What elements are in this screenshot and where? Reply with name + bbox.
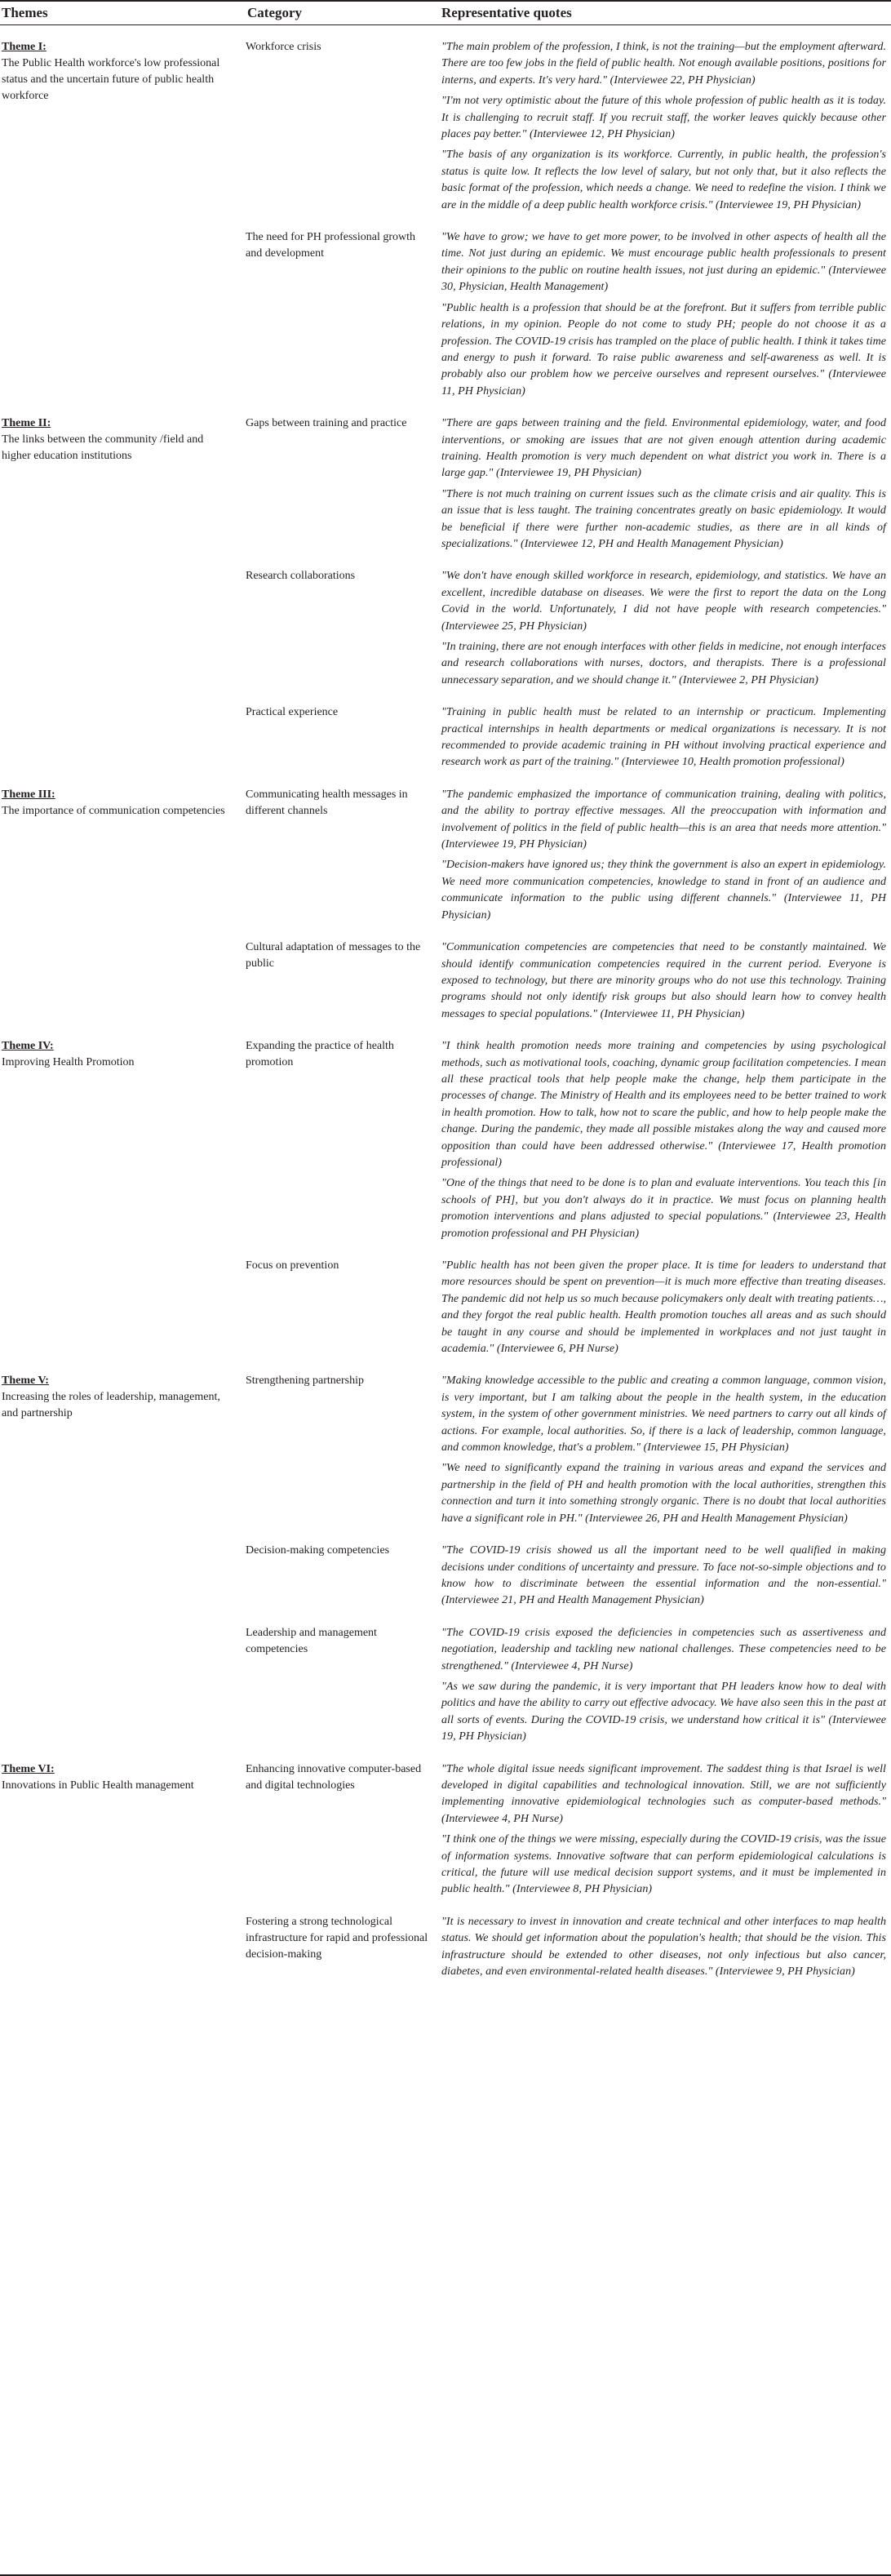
theme-label: Theme V:	[2, 1375, 49, 1388]
theme-label: Theme II:	[2, 417, 51, 430]
theme-cell	[0, 787, 242, 819]
theme-title: The Public Health workforce's low professional status and the uncertain future of public health workforce	[2, 57, 220, 102]
header-category: Category	[247, 5, 303, 20]
category-cell: Focus on prevention	[246, 1259, 339, 1272]
quote-text: "I'm not very optimistic about the future of this whole profession of public health as it is today. It is challenging to recruit staff. If you recruit staff, the worker leaves quickly because other places pay better." (Interviewee 12, PH Physician)	[441, 95, 886, 141]
category-cell: Workforce crisis	[246, 41, 321, 53]
quote-text: "There is not much training on current issues such as the climate crisis and air quality. This is an issue that is less taught. The training concentrates greatly on basic epidemiology. It would be beneficial if there were further non-academic studies, as there are in all kinds of specializations." (Interviewee 12, PH and Health Management Physician)	[441, 487, 886, 550]
quotes-cell	[437, 229, 891, 404]
category-cell: The need for PH professional growth and development	[246, 231, 416, 260]
quote-text: "The whole digital issue needs significant improvement. The saddest thing is that Israel is well developed in digital capabilities and technological innovation. Still, we are not sufficiently implementing innovative epidemiological technologies such as computer-based methods." (Interviewee 4, PH Nurse)	[441, 1762, 886, 1825]
quote-text: "Training in public health must be related to an internship or practicum. Implementing practical internships in health departments or medical organizations is necessary. It is not recommended to provide academic training in PH without involving practical experience and research work as part of the training." (Interviewee 10, Health promotion professional)	[441, 706, 886, 769]
table-row	[0, 1038, 891, 1246]
table-row	[0, 939, 891, 1027]
theme-title: The importance of communication competencies	[2, 804, 225, 817]
quote-text: "The pandemic emphasized the importance of communication training, dealing with politics, and the ability to portray effective messages. All the preoccupation with information and involvement of politics in the field of public health—this is an area that needs more attention." (Interviewee 19, PH Physician)	[441, 788, 886, 851]
category-cell: Enhancing innovative computer-based and digital technologies	[246, 1762, 422, 1792]
category-cell: Gaps between training and practice	[246, 417, 407, 430]
category-cell: Communicating health messages in different channels	[246, 788, 408, 817]
table-row	[0, 39, 891, 218]
quote-text: "Decision-makers have ignored us; they think the government is also an expert in epidemiology. We need more communication competencies, knowledge to stand in front of an audience and communicate information to the public using different channels." (Interviewee 11, PH Physician)	[441, 859, 886, 922]
quote-text: "I think health promotion needs more training and competencies by using psychological methods, such as motivational tools, coaching, dynamic group facilitation competencies. I mean all these practical tools that help people make the change, help them participate in the processes of change. The Ministry of Health and its employees need to be better trained to work in health promotion. How to talk, how not to scare the public, and how to help people make the change. During the pandemic, they made all possible mistakes along the way and caused more opposition than could have been addressed otherwise." (Interviewee 17, Health promotion professional)	[441, 1040, 886, 1169]
theme-title: Innovations in Public Health management	[2, 1779, 194, 1792]
quote-text: "As we saw during the pandemic, it is very important that PH leaders know how to deal with politics and have the ability to carry out effective advocacy. We have also seen this in the past at all sorts of events. During the COVID-19 crisis, we understand how critical it is" (Interviewee 19, PH Physician)	[441, 1680, 886, 1743]
quote-text: "One of the things that need to be done is to plan and evaluate interventions. You teach this [in schools of PH], but you don't always do it in practice. We must focus on planning health promotion interventions and plans adjusted to special populations." (Interviewee 23, Health promotion professional and PH Physician)	[441, 1177, 886, 1240]
header-themes: Themes	[2, 5, 48, 20]
theme-cell	[0, 1038, 242, 1071]
table-row	[0, 1373, 891, 1531]
table-top-rule	[0, 0, 891, 2]
category-cell: Research collaborations	[246, 570, 356, 583]
theme-cell	[0, 39, 242, 104]
category-cell: Strengthening partnership	[246, 1375, 365, 1388]
table-row	[0, 787, 891, 928]
category-cell: Practical experience	[246, 706, 339, 719]
category-cell: Fostering a strong technological infrastructure for rapid and professional decision-making	[246, 1915, 428, 1961]
quote-text: "The main problem of the profession, I think, is not the training—but the employment afterward. There are too few jobs in the field of public health. Not enough available positions, positions for interns, and experts. It's very hard." (Interviewee 22, PH Physician)	[441, 41, 886, 87]
quote-text: "We don't have enough skilled workforce in research, epidemiology, and statistics. We have an excellent, incredible database on diseases. We were the first to report the data on the Long Covid in the world. Unfortunately, I did not have people with research competencies." (Interviewee 25, PH Physician)	[441, 570, 886, 633]
quotes-cell	[437, 1258, 891, 1361]
quote-text: "There are gaps between training and the field. Environmental epidemiology, water, and food interventions, or smoking are issues that are not given enough attention during academic training. Health promotion is very much dependent on what district you work in. There is a large gap." (Interviewee 19, PH Physician)	[441, 417, 886, 480]
theme-title: Improving Health Promotion	[2, 1056, 135, 1069]
category-cell: Decision-making competencies	[246, 1544, 390, 1557]
category-cell: Expanding the practice of health promotion	[246, 1040, 394, 1069]
table-header-rule	[0, 24, 891, 25]
table-row	[0, 1258, 891, 1361]
quote-text: "Communication competencies are competencies that need to be constantly maintained. We should identify communication competencies required in the current period. Everyone is exposed to technology, but there are minority groups who do not use this technology. Training programs should not only identify risk groups but also should learn how to convey health messages to special populations." (Interviewee 11, PH Physician)	[441, 941, 886, 1020]
table-row	[0, 568, 891, 693]
quotes-cell	[437, 1038, 891, 1246]
quotes-cell	[437, 1373, 891, 1531]
category-cell: Leadership and management competencies	[246, 1626, 377, 1655]
table-body	[0, 39, 891, 1996]
quotes-cell	[437, 1914, 891, 1985]
quote-text: "Public health is a profession that should be at the forefront. But it suffers from terrible public relations, in my opinion. People do not come to study PH; people do not choose it as a profession. The COVID-19 crisis has trampled on the place of public health. I think it takes time and energy to push it forward. To raise public awareness and self-awareness as well. It is probably also our problem how we perceive ourselves and represent ourselves." (Interviewee 11, PH Physician)	[441, 301, 886, 398]
quotes-cell	[437, 704, 891, 775]
quotes-cell	[437, 1625, 891, 1750]
table-row	[0, 1914, 891, 1985]
quotes-cell	[437, 939, 891, 1027]
header-quotes: Representative quotes	[441, 5, 572, 20]
theme-label: Theme IV:	[2, 1040, 54, 1053]
theme-cell	[0, 1373, 242, 1422]
quote-text: "I think one of the things we were missing, especially during the COVID-19 crisis, was the issue of information systems. Innovative software that can perform epidemiological calculations is critical, the future will use medical decision support systems, and it must be implemented in public health." (Interviewee 8, PH Physician)	[441, 1833, 886, 1896]
quote-text: "It is necessary to invest in innovation and create technical and other interfaces to map health status. We should get information about the population's health; that should be the vision. This infrastructure should be extended to other diseases, not only infectious but also cancer, diabetes, and even environmental-related health diseases." (Interviewee 9, PH Physician)	[441, 1915, 886, 1979]
theme-label: Theme I:	[2, 41, 47, 53]
quote-text: "Making knowledge accessible to the public and creating a common language, common vision, is very important, but I am talking about the people in the health system, in the education system, in the system of other government ministries. We need partners to carry out all kinds of actions. For example, local authorities. So, if there is a lack of leadership, common language, and common knowledge, that's a problem." (Interviewee 15, PH Physician)	[441, 1375, 886, 1455]
quotes-cell	[437, 1761, 891, 1903]
quote-text: "Public health has not been given the proper place. It is time for leaders to understand that more resources should be spent on prevention—it is much more effective than treating diseases. The pandemic did not help us so much because policymakers only dealt with treating patients…, and they forgot the real public health. Health promotion touches all areas and as such should be taught in any course and should be implemented in workplaces and not just taught in academia." (Interviewee 6, PH Nurse)	[441, 1259, 886, 1356]
quotes-cell	[437, 415, 891, 557]
theme-cell	[0, 1761, 242, 1794]
quote-text: "The COVID-19 crisis exposed the deficiencies in competencies such as assertiveness and negotiation, leadership and tackling new national challenges. These competencies need to be strengthened." (Interviewee 4, PH Nurse)	[441, 1626, 886, 1672]
theme-title: Increasing the roles of leadership, management, and partnership	[2, 1391, 220, 1420]
table-row	[0, 704, 891, 775]
quote-text: "The basis of any organization is its workforce. Currently, in public health, the profession's status is quite low. It reflects the low level of salary, but not only that, but it also reflects the basic format of the profession, which needs a change. We need to redefine the vision. I think we are in the middle of a deep public health workforce crisis." (Interviewee 19, PH Physician)	[441, 149, 886, 211]
table-row	[0, 229, 891, 404]
theme-label: Theme VI:	[2, 1762, 55, 1775]
quote-text: "We have to grow; we have to get more power, to be involved in other aspects of health all the time. Not just during an epidemic. We must encourage public health professionals to present their opinions to the public on routine health issues, not just during an epidemic." (Interviewee 30, Physician, Health Management)	[441, 231, 886, 294]
quote-text: "In training, there are not enough interfaces with other fields in medicine, not enough interfaces and research collaborations with nurses, doctors, and therapists. There is a professional unnecessary separation, and we should change it." (Interviewee 2, PH Physician)	[441, 641, 886, 686]
theme-cell	[0, 415, 242, 464]
quotes-cell	[437, 39, 891, 218]
table-row	[0, 1543, 891, 1614]
quote-text: "The COVID-19 crisis showed us all the important need to be well qualified in making decisions under conditions of uncertainty and pressure. To face not-so-simple objections and to know how to discriminate between the essential information and the non-essential." (Interviewee 21, PH and Health Management Physician)	[441, 1544, 886, 1607]
quotes-cell	[437, 568, 891, 693]
quote-text: "We need to significantly expand the training in various areas and expand the services and partnership in the field of PH and health promotion with the local authorities, strengthen this connection and turn it into something strongly organic. There is no doubt that local authorities have a significant role in PH." (Interviewee 26, PH and Health Management Physician)	[441, 1462, 886, 1525]
table-row	[0, 415, 891, 557]
quotes-cell	[437, 787, 891, 928]
table-row	[0, 1625, 891, 1750]
quotes-cell	[437, 1543, 891, 1614]
theme-label: Theme III:	[2, 788, 55, 801]
table-row	[0, 1761, 891, 1903]
theme-title: The links between the community /field and higher education institutions	[2, 433, 204, 463]
category-cell: Cultural adaptation of messages to the public	[246, 941, 421, 970]
